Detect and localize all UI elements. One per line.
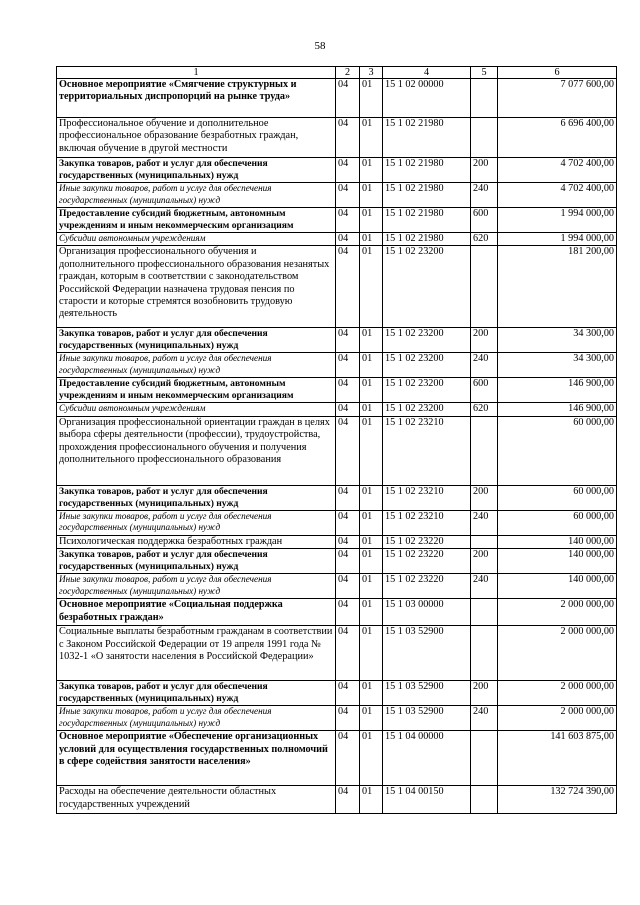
row-amount-cell: 34 300,00 bbox=[498, 328, 617, 353]
row-expense-type-cell: 600 bbox=[471, 378, 498, 403]
table-row bbox=[57, 403, 617, 416]
row-target-article-cell: 15 1 04 00000 bbox=[383, 731, 471, 786]
row-target-article-cell: 15 1 02 23200 bbox=[383, 403, 471, 416]
row-section-cell: 04 bbox=[336, 626, 360, 681]
table-row bbox=[57, 731, 617, 786]
row-amount-cell: 1 994 000,00 bbox=[498, 233, 617, 246]
row-target-article-cell: 15 1 02 23220 bbox=[383, 535, 471, 548]
table-row bbox=[57, 118, 617, 158]
row-target-article-cell: 15 1 02 21980 bbox=[383, 183, 471, 208]
row-section-cell: 04 bbox=[336, 574, 360, 599]
row-expense-type-cell bbox=[471, 626, 498, 681]
row-subsection-cell: 01 bbox=[360, 416, 383, 485]
row-section-cell: 04 bbox=[336, 378, 360, 403]
row-name-cell: Основное мероприятие «Смягчение структурных и территориальных диспропорций на рынке труда» bbox=[57, 79, 336, 118]
row-name-cell: Иные закупки товаров, работ и услуг для обеспечения государственных (муниципальных) нужд bbox=[57, 510, 336, 535]
row-subsection-cell: 01 bbox=[360, 599, 383, 626]
row-target-article-cell: 15 1 02 23200 bbox=[383, 246, 471, 328]
row-section-cell: 04 bbox=[336, 208, 360, 233]
row-subsection-cell: 01 bbox=[360, 208, 383, 233]
row-amount-cell: 146 900,00 bbox=[498, 378, 617, 403]
row-subsection-cell: 01 bbox=[360, 246, 383, 328]
row-name-cell: Иные закупки товаров, работ и услуг для обеспечения государственных (муниципальных) нужд bbox=[57, 706, 336, 731]
row-name-cell: Закупка товаров, работ и услуг для обеспечения государственных (муниципальных) нужд bbox=[57, 485, 336, 510]
row-name-cell: Закупка товаров, работ и услуг для обеспечения государственных (муниципальных) нужд bbox=[57, 681, 336, 706]
row-subsection-cell: 01 bbox=[360, 158, 383, 183]
table-row bbox=[57, 706, 617, 731]
table-row bbox=[57, 599, 617, 626]
row-expense-type-cell: 200 bbox=[471, 485, 498, 510]
row-amount-cell: 34 300,00 bbox=[498, 353, 617, 378]
row-subsection-cell: 01 bbox=[360, 510, 383, 535]
table-row bbox=[57, 535, 617, 548]
row-expense-type-cell: 620 bbox=[471, 403, 498, 416]
row-amount-cell: 60 000,00 bbox=[498, 510, 617, 535]
row-expense-type-cell: 240 bbox=[471, 183, 498, 208]
table-row bbox=[57, 233, 617, 246]
table-row bbox=[57, 378, 617, 403]
row-amount-cell: 6 696 400,00 bbox=[498, 118, 617, 158]
table-body bbox=[57, 79, 617, 814]
row-subsection-cell: 01 bbox=[360, 183, 383, 208]
row-expense-type-cell: 620 bbox=[471, 233, 498, 246]
row-target-article-cell: 15 1 02 23200 bbox=[383, 378, 471, 403]
header-col-2: 2 bbox=[336, 67, 360, 79]
row-name-cell: Предоставление субсидий бюджетным, автономным учреждениям и иным некоммерческим организациям bbox=[57, 208, 336, 233]
row-name-cell: Социальные выплаты безработным гражданам в соответствии с Законом Российской Федерации от 19 апреля 1991 года № 1032-1 «О занятости населения в Российской Федерации» bbox=[57, 626, 336, 681]
row-amount-cell: 2 000 000,00 bbox=[498, 706, 617, 731]
row-section-cell: 04 bbox=[336, 246, 360, 328]
row-subsection-cell: 01 bbox=[360, 353, 383, 378]
row-subsection-cell: 01 bbox=[360, 574, 383, 599]
row-name-cell: Основное мероприятие «Социальная поддержка безработных граждан» bbox=[57, 599, 336, 626]
row-target-article-cell: 15 1 03 52900 bbox=[383, 681, 471, 706]
row-expense-type-cell bbox=[471, 599, 498, 626]
row-target-article-cell: 15 1 02 21980 bbox=[383, 233, 471, 246]
row-subsection-cell: 01 bbox=[360, 626, 383, 681]
row-amount-cell: 4 702 400,00 bbox=[498, 158, 617, 183]
budget-table bbox=[56, 66, 617, 814]
table-row bbox=[57, 79, 617, 118]
row-section-cell: 04 bbox=[336, 403, 360, 416]
row-expense-type-cell: 240 bbox=[471, 706, 498, 731]
table-row bbox=[57, 786, 617, 814]
header-col-6: 6 bbox=[498, 67, 617, 79]
row-section-cell: 04 bbox=[336, 731, 360, 786]
row-target-article-cell: 15 1 02 23200 bbox=[383, 328, 471, 353]
row-name-cell: Предоставление субсидий бюджетным, автономным учреждениям и иным некоммерческим организациям bbox=[57, 378, 336, 403]
row-target-article-cell: 15 1 02 21980 bbox=[383, 118, 471, 158]
row-name-cell: Субсидии автономным учреждениям bbox=[57, 233, 336, 246]
row-amount-cell: 181 200,00 bbox=[498, 246, 617, 328]
table-row bbox=[57, 574, 617, 599]
row-subsection-cell: 01 bbox=[360, 118, 383, 158]
row-name-cell: Закупка товаров, работ и услуг для обеспечения государственных (муниципальных) нужд bbox=[57, 549, 336, 574]
row-name-cell: Организация профессиональной ориентации граждан в целях выбора сферы деятельности (профессии), трудоустройства, прохождения профессионального обучения и получения дополнительного профессионального образования bbox=[57, 416, 336, 485]
row-expense-type-cell: 200 bbox=[471, 681, 498, 706]
row-target-article-cell: 15 1 03 52900 bbox=[383, 626, 471, 681]
row-section-cell: 04 bbox=[336, 353, 360, 378]
header-col-5: 5 bbox=[471, 67, 498, 79]
row-expense-type-cell: 200 bbox=[471, 158, 498, 183]
row-name-cell: Закупка товаров, работ и услуг для обеспечения государственных (муниципальных) нужд bbox=[57, 328, 336, 353]
row-expense-type-cell bbox=[471, 416, 498, 485]
table-row bbox=[57, 246, 617, 328]
row-expense-type-cell bbox=[471, 535, 498, 548]
table-row bbox=[57, 626, 617, 681]
row-subsection-cell: 01 bbox=[360, 485, 383, 510]
row-name-cell: Иные закупки товаров, работ и услуг для обеспечения государственных (муниципальных) нужд bbox=[57, 353, 336, 378]
row-target-article-cell: 15 1 02 21980 bbox=[383, 158, 471, 183]
table-row bbox=[57, 485, 617, 510]
table-row bbox=[57, 681, 617, 706]
row-target-article-cell: 15 1 02 23210 bbox=[383, 416, 471, 485]
row-expense-type-cell bbox=[471, 246, 498, 328]
row-section-cell: 04 bbox=[336, 681, 360, 706]
row-name-cell: Иные закупки товаров, работ и услуг для обеспечения государственных (муниципальных) нужд bbox=[57, 574, 336, 599]
row-target-article-cell: 15 1 04 00150 bbox=[383, 786, 471, 814]
row-section-cell: 04 bbox=[336, 328, 360, 353]
table-row bbox=[57, 328, 617, 353]
row-section-cell: 04 bbox=[336, 416, 360, 485]
row-amount-cell: 60 000,00 bbox=[498, 485, 617, 510]
header-col-1: 1 bbox=[57, 67, 336, 79]
page-number: 58 bbox=[314, 40, 326, 52]
row-section-cell: 04 bbox=[336, 535, 360, 548]
row-subsection-cell: 01 bbox=[360, 328, 383, 353]
row-amount-cell: 146 900,00 bbox=[498, 403, 617, 416]
row-target-article-cell: 15 1 02 23220 bbox=[383, 574, 471, 599]
row-subsection-cell: 01 bbox=[360, 378, 383, 403]
row-amount-cell: 132 724 390,00 bbox=[498, 786, 617, 814]
row-section-cell: 04 bbox=[336, 485, 360, 510]
row-amount-cell: 140 000,00 bbox=[498, 549, 617, 574]
row-target-article-cell: 15 1 02 00000 bbox=[383, 79, 471, 118]
row-section-cell: 04 bbox=[336, 786, 360, 814]
row-target-article-cell: 15 1 02 21980 bbox=[383, 208, 471, 233]
row-amount-cell: 140 000,00 bbox=[498, 535, 617, 548]
table-header bbox=[57, 67, 617, 79]
table-row bbox=[57, 549, 617, 574]
row-name-cell: Организация профессионального обучения и дополнительного профессионального образования незанятых граждан, которым в соответствии с законодательством Российской Федерации назначена трудовая пенсия по старости и которые стремятся возобновить трудовую деятельность bbox=[57, 246, 336, 328]
row-amount-cell: 60 000,00 bbox=[498, 416, 617, 485]
row-target-article-cell: 15 1 03 52900 bbox=[383, 706, 471, 731]
row-target-article-cell: 15 1 02 23220 bbox=[383, 549, 471, 574]
table-row bbox=[57, 208, 617, 233]
row-expense-type-cell: 200 bbox=[471, 549, 498, 574]
row-subsection-cell: 01 bbox=[360, 549, 383, 574]
row-name-cell: Закупка товаров, работ и услуг для обеспечения государственных (муниципальных) нужд bbox=[57, 158, 336, 183]
row-section-cell: 04 bbox=[336, 79, 360, 118]
row-amount-cell: 2 000 000,00 bbox=[498, 681, 617, 706]
row-subsection-cell: 01 bbox=[360, 79, 383, 118]
row-expense-type-cell: 240 bbox=[471, 574, 498, 599]
row-section-cell: 04 bbox=[336, 233, 360, 246]
row-target-article-cell: 15 1 02 23210 bbox=[383, 510, 471, 535]
table-row bbox=[57, 510, 617, 535]
row-expense-type-cell: 240 bbox=[471, 353, 498, 378]
row-section-cell: 04 bbox=[336, 549, 360, 574]
header-col-3: 3 bbox=[360, 67, 383, 79]
row-section-cell: 04 bbox=[336, 599, 360, 626]
row-expense-type-cell: 600 bbox=[471, 208, 498, 233]
row-amount-cell: 2 000 000,00 bbox=[498, 626, 617, 681]
row-expense-type-cell bbox=[471, 79, 498, 118]
row-subsection-cell: 01 bbox=[360, 731, 383, 786]
row-target-article-cell: 15 1 02 23200 bbox=[383, 353, 471, 378]
row-subsection-cell: 01 bbox=[360, 786, 383, 814]
table-row bbox=[57, 416, 617, 485]
row-amount-cell: 1 994 000,00 bbox=[498, 208, 617, 233]
row-subsection-cell: 01 bbox=[360, 706, 383, 731]
row-expense-type-cell: 200 bbox=[471, 328, 498, 353]
row-name-cell: Иные закупки товаров, работ и услуг для обеспечения государственных (муниципальных) нужд bbox=[57, 183, 336, 208]
row-section-cell: 04 bbox=[336, 183, 360, 208]
table-row bbox=[57, 353, 617, 378]
row-amount-cell: 141 603 875,00 bbox=[498, 731, 617, 786]
header-row bbox=[57, 67, 617, 79]
row-name-cell: Субсидии автономным учреждениям bbox=[57, 403, 336, 416]
row-section-cell: 04 bbox=[336, 706, 360, 731]
row-amount-cell: 140 000,00 bbox=[498, 574, 617, 599]
row-amount-cell: 4 702 400,00 bbox=[498, 183, 617, 208]
header-col-4: 4 bbox=[383, 67, 471, 79]
row-name-cell: Профессиональное обучение и дополнительное профессиональное образование безработных граждан, включая обучение в другой местности bbox=[57, 118, 336, 158]
row-expense-type-cell bbox=[471, 731, 498, 786]
table-row bbox=[57, 183, 617, 208]
row-amount-cell: 2 000 000,00 bbox=[498, 599, 617, 626]
row-section-cell: 04 bbox=[336, 118, 360, 158]
row-amount-cell: 7 077 600,00 bbox=[498, 79, 617, 118]
row-expense-type-cell: 240 bbox=[471, 510, 498, 535]
row-target-article-cell: 15 1 02 23210 bbox=[383, 485, 471, 510]
row-expense-type-cell bbox=[471, 786, 498, 814]
row-section-cell: 04 bbox=[336, 158, 360, 183]
row-target-article-cell: 15 1 03 00000 bbox=[383, 599, 471, 626]
table-row bbox=[57, 158, 617, 183]
row-name-cell: Расходы на обеспечение деятельности областных государственных учреждений bbox=[57, 786, 336, 814]
row-subsection-cell: 01 bbox=[360, 233, 383, 246]
row-subsection-cell: 01 bbox=[360, 681, 383, 706]
row-name-cell: Основное мероприятие «Обеспечение организационных условий для осуществления государственных полномочий в сфере содействия занятости населения» bbox=[57, 731, 336, 786]
row-section-cell: 04 bbox=[336, 510, 360, 535]
row-subsection-cell: 01 bbox=[360, 403, 383, 416]
row-name-cell: Психологическая поддержка безработных граждан bbox=[57, 535, 336, 548]
row-expense-type-cell bbox=[471, 118, 498, 158]
row-subsection-cell: 01 bbox=[360, 535, 383, 548]
